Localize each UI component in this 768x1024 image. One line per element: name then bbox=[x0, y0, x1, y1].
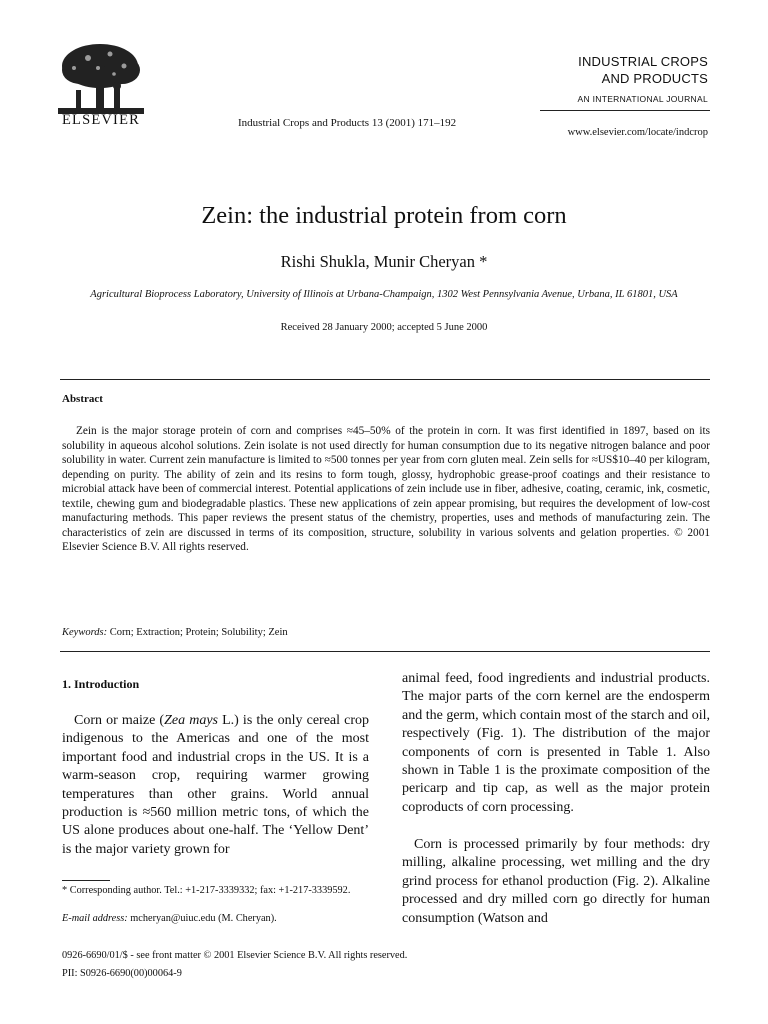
journal-title bbox=[578, 53, 708, 87]
intro-text-pre: Corn or maize ( bbox=[74, 713, 165, 728]
issn-line: 0926-6690/01/$ - see front matter © 2001 Elsevier Science B.V. All rights reserved. bbox=[62, 950, 408, 961]
intro-paragraph-left bbox=[62, 712, 369, 859]
intro-paragraph-right-2: Corn is processed primarily by four methods: dry milling, alkaline processing, wet milling and the dry grind process for ethanol production (Fig. 2). Alkaline processed and dry milled corn go directly for human consumption (Watson and bbox=[402, 837, 710, 926]
section-heading: 1. Introduction bbox=[62, 677, 140, 691]
author-affiliation: Agricultural Bioprocess Laboratory, University of Illinois at Urbana-Champaign, 1302 West Pennsylvania Avenue, Urbana, IL 61801, USA bbox=[90, 289, 678, 300]
abstract-bottom-rule bbox=[60, 651, 710, 652]
keywords-label: Keywords: bbox=[62, 627, 108, 638]
abstract-text: Zein is the major storage protein of corn and comprises ≈45–50% of the protein in corn. It was first identified in 1897, based on its solubility in aqueous alcohol solutions. Zein isolate is not used directly for human consumption due to its negative nitrogen balance and poor solubility in water. Current zein manufacture is limited to ≈500 tonnes per year from corn gluten meal. Zein sells for ≈US$10–40 per kilogram, depending on purity. The ability of zein and its resins to form tough, glossy, hydrophobic grease-proof coatings and their resistance to microbial attack have been of commercial interest. Potential applications of zein include use in fiber, adhesive, coating, ceramic, ink, cosmetic, textile, chewing gum and biodegradable plastics. These new applications of zein appear promising, but requires the development of low-cost manufacturing methods. This paper reviews the present status of the chemistry, properties, uses and methods of manufacturing zein. The characteristics of zein are discussed in terms of its composition, structure, solubility in various solvents and gelation properties. © 2001 Elsevier Science B.V. All rights reserved. bbox=[62, 425, 710, 553]
intro-paragraph-right-1: animal feed, food ingredients and industrial products. The major parts of the corn kernel are the endosperm and the germ, which contain most of the starch and oil, respectively (Fig. 1). The distribution of the major components of corn is presented in Table 1. Also shown in Table 1 is the proximate composition of the pericarp and tip cap, as well as the major protein coproducts of corn processing. bbox=[402, 671, 710, 815]
journal-citation: Industrial Crops and Products 13 (2001) 171–192 bbox=[238, 117, 457, 129]
keywords bbox=[62, 627, 288, 638]
journal-title-line2: AND PRODUCTS bbox=[601, 71, 708, 86]
abstract-top-rule bbox=[60, 379, 710, 380]
corresponding-author-note: * Corresponding author. Tel.: +1-217-3339332; fax: +1-217-3339592. bbox=[62, 885, 351, 896]
header-divider bbox=[540, 110, 710, 111]
abstract-heading: Abstract bbox=[62, 393, 103, 405]
journal-url[interactable]: www.elsevier.com/locate/indcrop bbox=[567, 127, 708, 138]
publisher-name: ELSEVIER bbox=[61, 112, 141, 128]
article-authors: Rishi Shukla, Munir Cheryan * bbox=[280, 252, 488, 271]
journal-title-line1: INDUSTRIAL CROPS bbox=[578, 54, 708, 69]
email-label: E-mail address: bbox=[62, 913, 128, 924]
article-title: Zein: the industrial protein from corn bbox=[201, 202, 567, 229]
email-note bbox=[62, 913, 369, 924]
email-address[interactable]: mcheryan@uiuc.edu (M. Cheryan). bbox=[130, 913, 277, 924]
pii-line: PII: S0926-6690(00)00064-9 bbox=[62, 968, 182, 979]
journal-subtitle: AN INTERNATIONAL JOURNAL bbox=[577, 94, 708, 104]
footnote-rule bbox=[62, 880, 110, 881]
keywords-list: Corn; Extraction; Protein; Solubility; Zein bbox=[109, 627, 288, 638]
intro-text-post: L.) is the only cereal crop indigenous to the Americas and one of the most important food and industrial crops in the US. It is a warm-season crop, requiring warmer growing temperatures than other grains. World annual production is ≈560 million metric tons, of which the US alone produces about one-half. The ‘Yellow Dent’ is the major variety grown for bbox=[62, 713, 369, 857]
received-dates: Received 28 January 2000; accepted 5 June 2000 bbox=[280, 322, 488, 333]
species-name: Zea mays bbox=[164, 713, 218, 728]
